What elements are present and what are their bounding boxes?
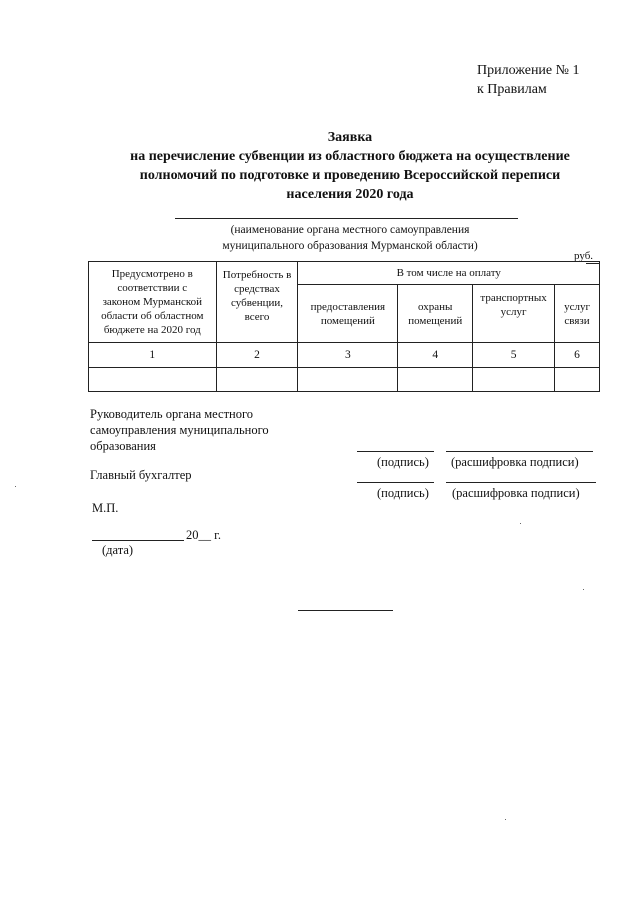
head-decoding-caption: (расшифровка подписи) (451, 455, 579, 469)
head-signature-caption: (подпись) (377, 455, 429, 469)
header-need-l2: средствах (234, 283, 280, 295)
appendix-line-1: Приложение № 1 (477, 63, 580, 78)
empty-cell-4 (398, 368, 473, 392)
accountant-signature-line (357, 482, 434, 483)
header-planned-l3: законом Мурманской (102, 296, 203, 308)
empty-cell-1 (89, 368, 217, 392)
appendix-line-2: к Правилам (477, 82, 547, 97)
org-name-caption (160, 222, 540, 254)
header-security-l1: охраны (418, 300, 453, 313)
header-group: В том числе на оплату (298, 262, 600, 285)
appendix-note (477, 61, 580, 99)
scan-speck (583, 589, 584, 590)
header-communication (555, 285, 600, 343)
head-line-2: самоуправления муниципального (90, 423, 269, 437)
head-line-1: Руководитель органа местного (90, 407, 254, 421)
table-empty-row (89, 368, 600, 392)
accountant-label: Главный бухгалтер (90, 468, 192, 482)
header-need-l3: субвенции, (231, 297, 284, 309)
header-communication-l2: связи (564, 314, 590, 327)
header-need-l4: всего (244, 311, 270, 323)
closing-line (298, 610, 393, 611)
header-security-l2: помещений (408, 314, 463, 327)
head-decoding-line (446, 451, 593, 452)
header-need (216, 262, 298, 343)
stamp-label: М.П. (92, 501, 119, 515)
org-name-line (175, 218, 518, 219)
col-number-2: 2 (216, 343, 298, 368)
head-signature-line (357, 451, 434, 452)
header-planned (89, 262, 217, 343)
scan-speck (15, 486, 16, 487)
header-need-l1: Потребность в (222, 269, 292, 281)
empty-cell-5 (473, 368, 555, 392)
header-premises-l1: предоставления (310, 300, 386, 313)
scan-speck (505, 819, 506, 820)
scan-speck (520, 523, 521, 524)
col-number-5: 5 (473, 343, 555, 368)
header-planned-l4: области об областном (101, 310, 204, 322)
currency-label: руб. (574, 250, 594, 262)
accountant-decoding-line (446, 482, 596, 483)
col-number-3: 3 (298, 343, 398, 368)
col-number-1: 1 (89, 343, 217, 368)
date-year: 20__ г. (186, 528, 221, 542)
header-planned-l1: Предусмотрено в (111, 268, 193, 280)
document-title (60, 128, 640, 204)
header-premises (298, 285, 398, 343)
title-line-4: населения 2020 года (286, 187, 414, 202)
date-line (92, 540, 184, 541)
empty-cell-3 (298, 368, 398, 392)
head-line-3: образования (90, 439, 156, 453)
empty-cell-2 (216, 368, 298, 392)
accountant-signature-caption: (подпись) (377, 486, 429, 500)
date-caption: (дата) (102, 543, 134, 557)
header-communication-l1: услуг (564, 300, 590, 313)
head-signatory (90, 406, 269, 454)
org-caption-line-1: (наименование органа местного самоуправления (230, 224, 470, 236)
table-header-row (89, 262, 600, 285)
request-table (88, 261, 600, 392)
org-caption-line-2: муниципального образования Мурманской области) (222, 240, 478, 252)
title-line-3: полномочий по подготовке и проведению Всероссийской переписи (139, 168, 561, 183)
header-transport (473, 285, 555, 343)
col-number-6: 6 (555, 343, 600, 368)
table-number-row (89, 343, 600, 368)
header-planned-l5: бюджете на 2020 год (103, 324, 201, 336)
col-number-4: 4 (398, 343, 473, 368)
header-transport-l1: транспортных (480, 292, 547, 304)
header-security (398, 285, 473, 343)
header-planned-l2: соответствии с (117, 282, 188, 294)
empty-cell-6 (555, 368, 600, 392)
header-transport-l2: услуг (500, 306, 527, 318)
accountant-decoding-caption: (расшифровка подписи) (452, 486, 580, 500)
title-line-1: Заявка (327, 130, 373, 145)
header-premises-l2: помещений (320, 314, 375, 327)
title-line-2: на перечисление субвенции из областного бюджета на осуществление (130, 149, 570, 164)
